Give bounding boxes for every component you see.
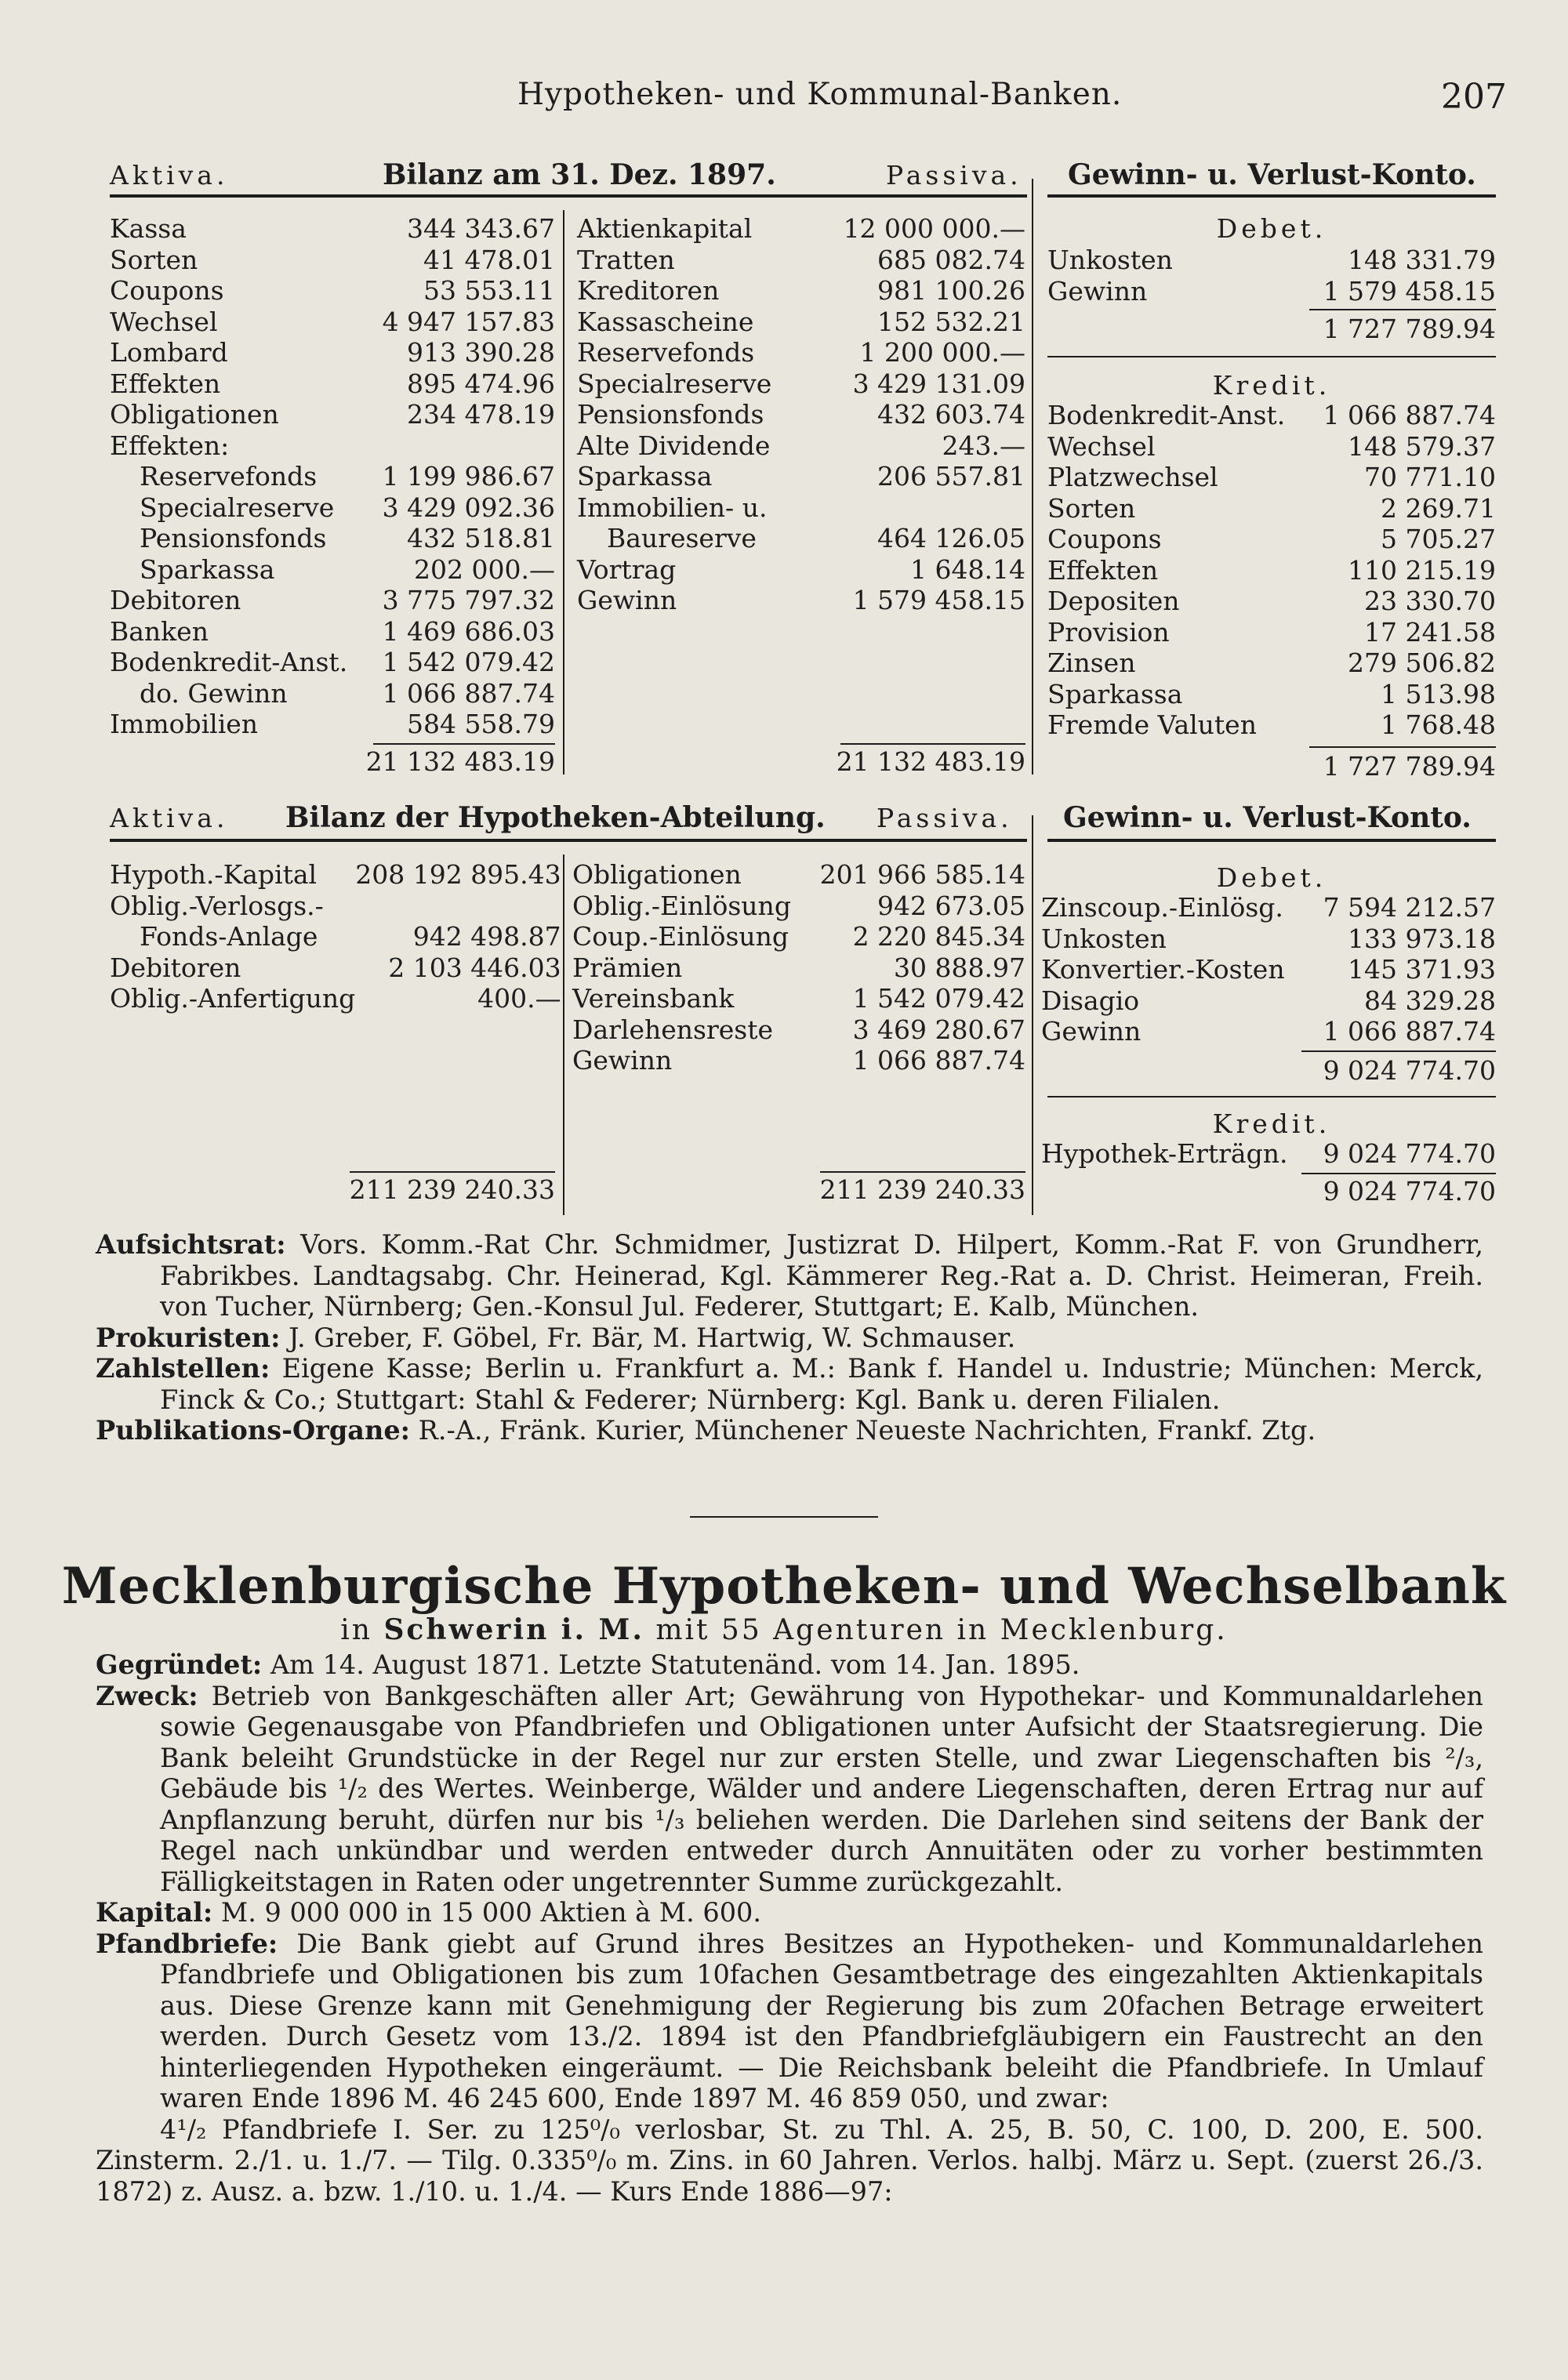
debet-label: Debet. [1216,862,1327,893]
passiva-total: 211 239 240.33 [819,1174,1025,1205]
table-row: Kassa 344 343.67 [110,213,555,244]
passiva-total: 21 132 483.19 [836,746,1025,777]
aktiva-table [110,213,555,740]
table-row: Platzwechsel 70 771.10 [1047,462,1496,492]
table-row: Sparkassa 206 557.81 [577,461,1025,492]
notes-block [96,1229,1483,1446]
section-divider [690,1516,878,1518]
kredit-label: Kredit. [1212,1108,1331,1139]
rule [1047,839,1496,842]
aktiva-total: 211 239 240.33 [349,1174,555,1205]
table-row: Tratten 685 082.74 [577,244,1025,275]
table-row: Sparkassa 1 513.98 [1047,678,1496,709]
table-row: Coupons 53 553.11 [110,275,555,306]
table-row: Baureserve 464 126.05 [607,523,1025,553]
aktiva-label: Aktiva. [110,160,229,190]
sum-rule [1309,309,1496,310]
prokuristen-paragraph: Prokuristen: J. Greber, F. Göbel, Fr. Bär, M. Hartwig, W. Schmauser. [96,1322,1016,1353]
sum-rule [840,743,1025,745]
table-row: Wechsel 148 579.37 [1047,430,1496,462]
table-row: Hypoth.-Kapital 208 192 895.43 [110,859,561,890]
table-row: Debitoren 3 775 797.32 [110,585,555,615]
table-row: do. Gewinn 1 066 887.74 [140,677,555,709]
debet-table [1041,892,1496,1047]
aufsichtsrat-paragraph: Aufsichtsrat: Vors. Komm.-Rat Chr. Schmidmer, Justizrat D. Hilpert, Komm.-Rat F. von Grundherr, Fabrikbes. Landtagsabg. Chr. Heinerad, Kgl. Kämmerer Reg.-Rat a. D. Christ. Heimeran, Freih. von Tucher, Nürnberg; Gen.-Konsul Jul. Federer, Stuttgart; E. Kalb, München. [96,1229,1483,1322]
table-row: Zinscoup.-Einlösg. 7 594 212.57 [1041,892,1496,923]
table-row: Obligationen 201 966 585.14 [572,859,1025,890]
rule [110,194,1027,198]
rule [1047,1096,1496,1097]
table-row: Sorten 2 269.71 [1047,492,1496,524]
table-row: Fonds-Anlage 942 498.87 [140,921,561,952]
bank-subtitle: in Schwerin i. M. mit 55 Agenturen in Mecklenburg. [340,1613,1228,1646]
table-row: Hypothek-Erträgn. 9 024 774.70 [1041,1138,1496,1169]
table-row: Kreditoren 981 100.26 [577,275,1025,306]
table-row: Prämien 30 888.97 [572,952,1025,983]
table-row: Bodenkredit-Anst. 1 542 079.42 [110,647,555,677]
sum-rule [1301,1050,1496,1052]
passiva-label: Passiva. [877,803,1013,833]
table-row: Bodenkredit-Anst. 1 066 887.74 [1047,400,1496,430]
publikation-paragraph: Publikations-Organe: R.-A., Fränk. Kurier, Münchener Neueste Nachrichten, Frankf. Ztg. [96,1415,1316,1446]
table-row: Pensionsfonds 432 518.81 [140,523,555,553]
table-row: Darlehensreste 3 469 280.67 [572,1014,1025,1045]
bilanz-title: Bilanz der Hypotheken-Abteilung. [285,801,826,834]
debet-label: Debet. [1216,213,1327,244]
kapital-paragraph: Kapital: M. 9 000 000 in 15 000 Aktien à M. 600. [96,1897,761,1928]
table-row: Oblig.-Anfertigung 400.— [110,983,561,1014]
bank-description [96,1649,1483,2207]
table-row: Gewinn 1 066 887.74 [572,1045,1025,1076]
table-row: Reservefonds 1 199 986.67 [140,461,555,492]
column-divider [1032,815,1033,1215]
table-row: Kassascheine 152 532.21 [577,306,1025,337]
kredit-total: 1 727 789.94 [1323,751,1496,782]
guv-title: Gewinn- u. Verlust-Konto. [1068,158,1476,191]
table-row: Gewinn 1 579 458.15 [577,585,1025,615]
table-row: Aktienkapital 12 000 000.— [577,213,1025,244]
table-row: Effekten 895 474.96 [110,368,555,399]
table-row: Lombard 913 390.28 [110,337,555,368]
sum-rule [1309,746,1496,748]
table-row: Konvertier.-Kosten 145 371.93 [1041,954,1496,985]
table-row: Debitoren 2 103 446.03 [110,952,561,983]
pfandbriefe-paragraph: Pfandbriefe: Die Bank giebt auf Grund ihres Besitzes an Hypotheken- und Kommunaldarlehen Pfandbriefe und Obligationen bis zum 10fachen Gesamtbetrage des eingezahlten Aktienkapitals aus. Diese Grenze kann mit Genehmigung der Regierung bis zum 20fachen Betrage erweitert werden. Durch Gesetz vom 13./2. 1894 ist den Pfandbriefgläubigern ein Faustrecht an den hinterliegenden Hypotheken eingeräumt. — Die Reichsbank beleiht die Pfandbriefe. In Umlauf waren Ende 1896 M. 46 245 600, Ende 1897 M. 46 859 050, und zwar: [96,1928,1483,2113]
table-row: Fremde Valuten 1 768.48 [1047,709,1496,740]
table-row: Oblig.-Verlosgs.- [110,890,324,921]
passiva-table [577,213,1025,616]
table-row: Alte Dividende 243.— [577,430,1025,461]
sum-rule [350,1171,555,1173]
table-row: Oblig.-Einlösung 942 673.05 [572,890,1025,921]
sum-rule [1301,1173,1496,1174]
table-row: Gewinn 1 579 458.15 [1047,275,1496,307]
table-row: Specialreserve 3 429 092.36 [140,492,555,523]
kredit-table [1047,400,1496,741]
aktiva-label: Aktiva. [110,803,229,833]
table-row: Vereinsbank 1 542 079.42 [572,983,1025,1014]
bilanz-title: Bilanz am 31. Dez. 1897. [383,158,776,191]
column-divider [563,210,564,775]
series-paragraph: 4¹/₂ Pfandbriefe I. Ser. zu 125⁰/₀ verlosbar, St. zu Thl. A. 25, B. 50, C. 100, D. 200, E. 500. Zinsterm. 2./1. u. 1./7. — Tilg. 0.335⁰/₀ m. Zins. in 60 Jahren. Verlos. halbj. März u. Sept. (zuerst 26./3. 1872) z. Ausz. a. bzw. 1./10. u. 1./4. — Kurs Ende 1886—97: [96,2113,1483,2207]
bank-title: Mecklenburgische Hypotheken- und Wechselbank [61,1557,1507,1616]
guv-title: Gewinn- u. Verlust-Konto. [1063,801,1472,834]
kredit-total: 9 024 774.70 [1323,1176,1496,1206]
zweck-paragraph: Zweck: Betrieb von Bankgeschäften aller Art; Gewährung von Hypothekar- und Kommunaldarlehen sowie Gegenausgabe von Pfandbriefen und Obligationen unter Aufsicht der Staatsregierung. Die Bank beleiht Grundstücke in der Regel nur zur ersten Stelle, und zwar Liegenschaften bis ²/₃, Gebäude bis ¹/₂ des Wertes. Weinberge, Wälder und andere Liegenschaften, deren Ertrag nur auf Anpflanzung beruht, dürfen nur bis ¹/₃ beliehen werden. Die Darlehen sind seitens der Bank der Regel nach unkündbar und werden entweder durch Annuitäten oder zu vorher bestimmten Fälligkeitstagen in Raten oder ungetrennter Summe zurückgezahlt. [96,1680,1483,1897]
table-row: Vortrag 1 648.14 [577,553,1025,585]
aktiva-total: 21 132 483.19 [365,746,555,777]
table-row: Pensionsfonds 432 603.74 [577,399,1025,430]
table-row: Sparkassa 202 000.— [140,553,555,585]
table-row: Reservefonds 1 200 000.— [577,337,1025,368]
table-row: Banken 1 469 686.03 [110,615,555,647]
table-row: Coup.-Einlösung 2 220 845.34 [572,921,1025,952]
kredit-table [1041,1138,1496,1170]
debet-total: 9 024 774.70 [1323,1055,1496,1086]
table-row: Unkosten 148 331.79 [1047,245,1496,275]
rule [110,839,1027,842]
kredit-label: Kredit. [1212,370,1331,401]
table-row: Immobilien- u. [577,492,768,523]
gegruendet-paragraph: Gegründet: Am 14. August 1871. Letzte Statutenänd. vom 14. Jan. 1895. [96,1649,1080,1680]
table-row: Wechsel 4 947 157.83 [110,306,555,337]
passiva-table [572,859,1025,1076]
running-header: Hypotheken- und Kommunal-Banken. [517,77,1123,112]
table-row: Coupons 5 705.27 [1047,524,1496,554]
table-row: Sorten 41 478.01 [110,244,555,275]
table-row: Obligationen 234 478.19 [110,399,555,430]
page-number: 207 [1441,77,1507,117]
passiva-label: Passiva. [886,160,1022,190]
table-row: Specialreserve 3 429 131.09 [577,368,1025,399]
debet-table [1047,245,1496,307]
table-row: Gewinn 1 066 887.74 [1041,1016,1496,1047]
sum-rule [373,743,555,745]
table-row: Effekten: [110,430,230,461]
zahlstellen-paragraph: Zahlstellen: Eigene Kasse; Berlin u. Frankfurt a. M.: Bank f. Handel u. Industrie; München: Merck, Finck & Co.; Stuttgart: Stahl & Federer; Nürnberg: Kgl. Bank u. deren Filialen. [96,1353,1483,1415]
table-row: Disagio 84 329.28 [1041,985,1496,1016]
rule [1047,356,1496,357]
column-divider [1032,179,1033,775]
debet-total: 1 727 789.94 [1323,314,1496,344]
table-row: Provision 17 241.58 [1047,616,1496,648]
aktiva-table [110,859,561,1014]
table-row: Depositen 23 330.70 [1047,586,1496,616]
table-row: Immobilien 584 558.79 [110,709,555,739]
table-row: Unkosten 133 973.18 [1041,923,1496,954]
rule [1047,194,1496,198]
sum-rule [820,1171,1025,1173]
table-row: Effekten 110 215.19 [1047,554,1496,586]
table-row: Zinsen 279 506.82 [1047,648,1496,678]
column-divider [563,854,564,1215]
